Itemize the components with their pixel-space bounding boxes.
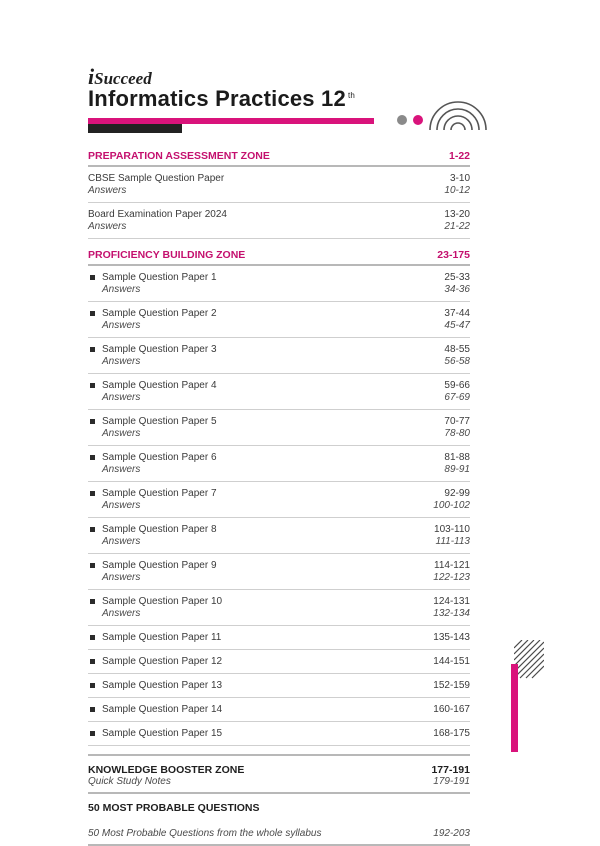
item-pages: 13-20 [444,209,470,220]
gray-dot-icon [397,115,407,125]
zone-pages: 177-191 [431,764,470,776]
item-title-line [90,344,217,356]
item-answers-pages: 111-113 [435,536,470,547]
bullet-icon [90,599,95,604]
item-title-line [90,416,217,428]
item-left [88,560,217,584]
item-pages: 37-44 [444,308,470,319]
bullet-icon [90,659,95,664]
item-title: Sample Question Paper 2 [102,308,217,319]
item-title-line [90,308,217,320]
zone-pages: 1-22 [448,150,470,162]
diagonal-hatch-decoration [514,640,544,680]
list-item [88,650,470,674]
item-title: Sample Question Paper 4 [102,380,217,391]
item-left [88,632,221,644]
item-answers-label: Answers [88,221,127,232]
item-answers-pages: 10-12 [444,185,470,196]
item-left [88,209,227,233]
zone-sub-row [88,814,470,846]
item-title-line [90,380,217,392]
item-left [88,272,217,296]
item-left [88,380,217,404]
item-answers-label: Answers [102,428,141,439]
item-left [88,488,217,512]
item-answers-pages: 56-58 [444,356,470,367]
item-title-line [90,704,222,716]
bullet-icon [90,635,95,640]
item-pages: 144-151 [433,656,470,667]
item-title-line [90,728,222,740]
item-pages: 160-167 [433,704,470,715]
item-answers-label: Answers [102,284,141,295]
zone-sub-row [88,776,470,794]
item-pages: 135-143 [433,632,470,643]
item-pages: 92-99 [444,488,470,499]
item-answers-label: Answers [102,356,141,367]
item-right [433,680,470,692]
item-pages: 81-88 [444,452,470,463]
list-item [88,698,470,722]
bullet-icon [90,527,95,532]
bullet-icon [90,491,95,496]
zone-header-preparation [88,150,470,167]
item-pages: 25-33 [444,272,470,283]
item-title-line [88,173,224,185]
list-item [88,518,470,554]
item-left [88,173,224,197]
zone-header-knowledge [88,764,470,776]
zone-title: 50 MOST PROBABLE QUESTIONS [88,802,260,814]
page-title [88,86,355,112]
item-title-line [90,632,221,644]
item-left [88,728,222,740]
item-pages: 59-66 [444,380,470,391]
item-right [444,173,470,197]
pink-dot-icon [413,115,423,125]
item-left [88,452,217,476]
list-item [88,626,470,650]
zone-title: KNOWLEDGE BOOSTER ZONE [88,764,245,776]
item-title: Sample Question Paper 9 [102,560,217,571]
item-right [434,524,470,548]
item-answers-label: Answers [102,536,141,547]
list-item [88,302,470,338]
item-title: Sample Question Paper 5 [102,416,217,427]
item-answers-label: Answers [102,320,141,331]
zone-sub-pages: 192-203 [433,828,470,839]
item-right [433,656,470,668]
list-item [88,446,470,482]
item-title-line [90,680,222,692]
item-right [444,344,470,368]
item-title-line [88,209,227,221]
zone-sub-title: Quick Study Notes [88,776,171,787]
item-title: Sample Question Paper 13 [102,680,223,691]
item-pages: 114-121 [434,560,470,571]
item-title: Sample Question Paper 11 [102,632,222,643]
bullet-icon [90,383,95,388]
title-superscript: th [347,90,356,100]
item-left [88,308,217,332]
item-title: Sample Question Paper 1 [102,272,217,283]
item-right [444,272,470,296]
concentric-arches-icon [426,96,490,130]
item-answers-pages: 34-36 [444,284,470,295]
item-right [444,209,470,233]
item-left [88,704,222,716]
list-item [88,338,470,374]
item-left [88,680,222,692]
item-right [444,452,470,476]
bullet-icon [90,563,95,568]
item-right [444,308,470,332]
item-title-line [90,560,217,572]
list-item [88,266,470,302]
item-title-line [90,656,222,668]
item-title-line [90,452,217,464]
list-item [88,203,470,239]
item-left [88,596,222,620]
item-right [433,596,470,620]
item-title: Sample Question Paper 14 [102,704,223,715]
item-title-line [90,596,222,608]
item-title: Sample Question Paper 15 [102,728,223,739]
item-title: Sample Question Paper 7 [102,488,217,499]
item-answers-label: Answers [88,185,127,196]
item-right [433,704,470,716]
zone-title: PREPARATION ASSESSMENT ZONE [88,150,270,162]
item-title: Sample Question Paper 6 [102,452,217,463]
zone-header-probable [88,802,470,814]
item-answers-pages: 132-134 [433,608,470,619]
item-right [444,416,470,440]
list-item [88,482,470,518]
item-title-line [90,488,217,500]
item-title: CBSE Sample Question Paper [88,173,225,184]
item-answers-label: Answers [102,608,141,619]
list-item [88,167,470,203]
item-pages: 152-159 [433,680,470,691]
pink-vertical-decoration [511,664,518,752]
item-answers-pages: 100-102 [433,500,470,511]
item-answers-pages: 45-47 [444,320,470,331]
bullet-icon [90,275,95,280]
item-title-line [90,272,217,284]
zone-header-proficiency [88,249,470,266]
zone-sub-title: 50 Most Probable Questions from the whole syllabus [88,828,322,839]
item-title: Sample Question Paper 12 [102,656,223,667]
item-left [88,416,217,440]
title-text: Informatics Practices 12 [88,86,346,111]
item-pages: 103-110 [434,524,470,535]
item-pages: 48-55 [444,344,470,355]
bullet-icon [90,347,95,352]
item-answers-label: Answers [102,392,141,403]
item-answers-pages: 122-123 [433,572,470,583]
bullet-icon [90,419,95,424]
item-answers-label: Answers [102,464,141,475]
list-item [88,374,470,410]
item-right [444,380,470,404]
brand-name: Succeed [94,69,152,88]
item-title: Sample Question Paper 10 [102,596,223,607]
item-title: Sample Question Paper 3 [102,344,217,355]
list-item [88,590,470,626]
item-title-line [90,524,217,536]
bullet-icon [90,683,95,688]
item-answers-pages: 67-69 [444,392,470,403]
zone-pages: 23-175 [437,249,470,261]
item-answers-label: Answers [102,500,141,511]
brand-i: i [88,64,95,89]
item-left [88,344,217,368]
item-right [433,560,470,584]
item-left [88,524,217,548]
item-right [433,632,470,644]
list-item [88,674,470,698]
black-accent-bar [88,124,182,133]
bullet-icon [90,455,95,460]
item-pages: 124-131 [433,596,470,607]
item-right [433,728,470,740]
item-pages: 70-77 [444,416,470,427]
table-of-contents [88,150,470,846]
item-answers-pages: 21-22 [444,221,470,232]
item-answers-label: Answers [102,572,141,583]
item-title: Board Examination Paper 2024 [88,209,227,220]
list-item [88,410,470,446]
item-left [88,656,222,668]
zone-title: PROFICIENCY BUILDING ZONE [88,249,246,261]
list-item [88,554,470,590]
bullet-icon [90,707,95,712]
item-right [433,488,470,512]
item-answers-pages: 78-80 [444,428,470,439]
zone-sub-pages: 179-191 [433,776,470,787]
list-item [88,722,470,746]
item-pages: 3-10 [449,173,470,184]
bullet-icon [90,311,95,316]
item-pages: 168-175 [433,728,470,739]
item-title: Sample Question Paper 8 [102,524,217,535]
bullet-icon [90,731,95,736]
item-answers-pages: 89-91 [444,464,470,475]
